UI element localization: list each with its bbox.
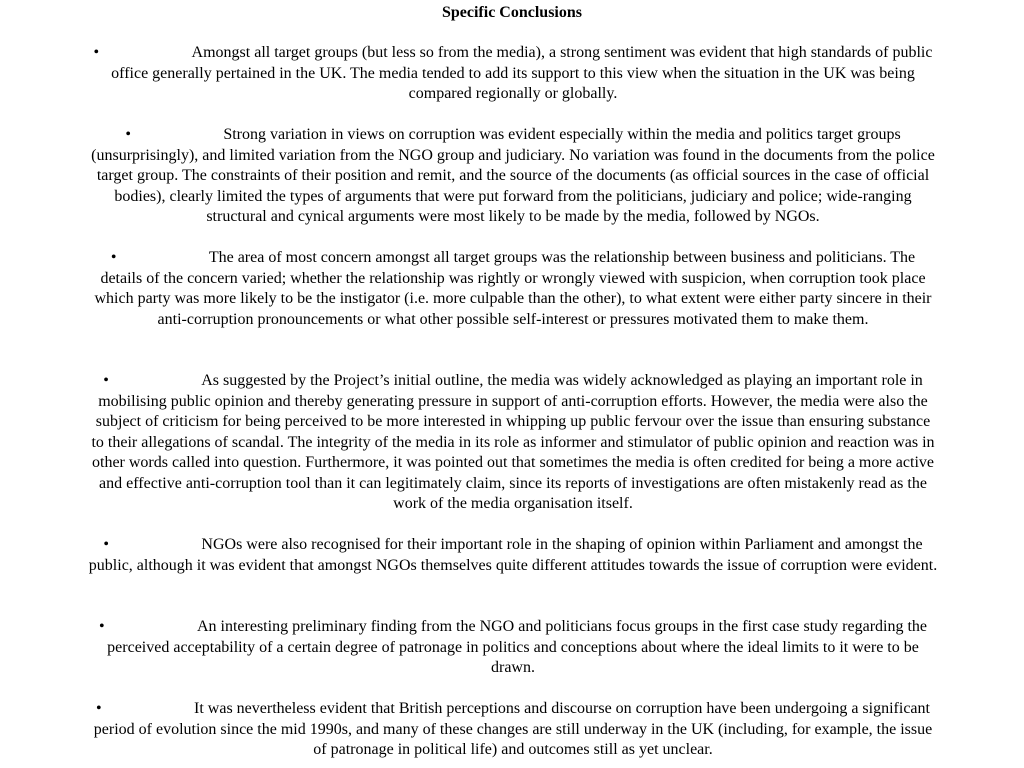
paragraph-text: As suggested by the Project’s initial outline, the media was widely acknowledged as playing an important role in mobilising public opinion and thereby generating pressure in support of anti-corruption efforts. However, the media were also the subject of criticism for being perceived to be more interested in whipping up public fervour over the issue than ensuring substance to their allegations of scandal. The integrity of the media in its role as informer and stimulator of public opinion and reaction was in other words called into question. Furthermore, it was pointed out that sometimes the media is often credited for being a more active and effective anti-corruption tool than it can legitimately claim, since its reports of investigations are often mistakenly read as the work of the media organisation itself.	[91, 372, 935, 512]
paragraph-text: An interesting preliminary finding from the NGO and politicians focus groups in the first case study regarding the perceived acceptability of a certain degree of patronage in politics and conceptions about where the ideal limits to it were to be drawn.	[107, 618, 928, 676]
conclusion-paragraph-6	[88, 617, 938, 679]
conclusion-paragraph-2	[88, 125, 938, 228]
paragraph-text: NGOs were also recognised for their important role in the shaping of opinion within Parliament and amongst the public, although it was evident that amongst NGOs themselves quite different attitudes towards the issue of corruption were evident.	[88, 536, 938, 574]
conclusion-paragraph-1	[88, 43, 938, 105]
conclusion-paragraph-7	[88, 699, 938, 761]
bullet-icon: •	[103, 536, 110, 553]
bullet-icon: •	[96, 700, 102, 717]
paragraph-text: The area of most concern amongst all target groups was the relationship between business and politicians. The details of the concern varied; whether the relationship was rightly or wrongly viewed with suspicion, when corruption took place which party was more likely to be the instigator (i.e. more culpable than the other), to what extent were either party sincere in their anti-corruption pronouncements or what other possible self-interest or pressures motivated them to make them.	[94, 249, 932, 328]
bullet-icon: •	[93, 44, 100, 61]
paragraph-text: It was nevertheless evident that British perceptions and discourse on corruption have been undergoing a significant period of evolution since the mid 1990s, and many of these changes are still underway in the UK (including, for example, the issue of patronage in political life) and outcomes still as yet unclear.	[93, 700, 933, 758]
paragraph-text: Amongst all target groups (but less so from the media), a strong sentiment was evident that high standards of public office generally pertained in the UK. The media tended to add its support to this view when the situation in the UK was being compared regionally or globally.	[111, 44, 933, 102]
bullet-icon: •	[98, 618, 105, 635]
bullet-icon: •	[103, 372, 109, 389]
conclusion-paragraph-4	[88, 371, 938, 515]
bullet-icon: •	[110, 249, 117, 266]
conclusion-paragraph-3	[88, 248, 938, 330]
paragraph-text: Strong variation in views on corruption was evident especially within the media and politics target groups (unsurprisingly), and limited variation from the NGO group and judiciary. No variation was found in the documents from the police target group. The constraints of their position and remit, and the source of the documents (as official sources in the case of official bodies), clearly limited the types of arguments that were put forward from the politicians, judiciary and police; wide-ranging structural and cynical arguments were most likely to be made by the media, followed by NGOs.	[91, 126, 935, 225]
bullet-icon: •	[125, 126, 131, 143]
page-title: Specific Conclusions	[441, 4, 582, 21]
conclusion-paragraph-5	[88, 535, 938, 576]
